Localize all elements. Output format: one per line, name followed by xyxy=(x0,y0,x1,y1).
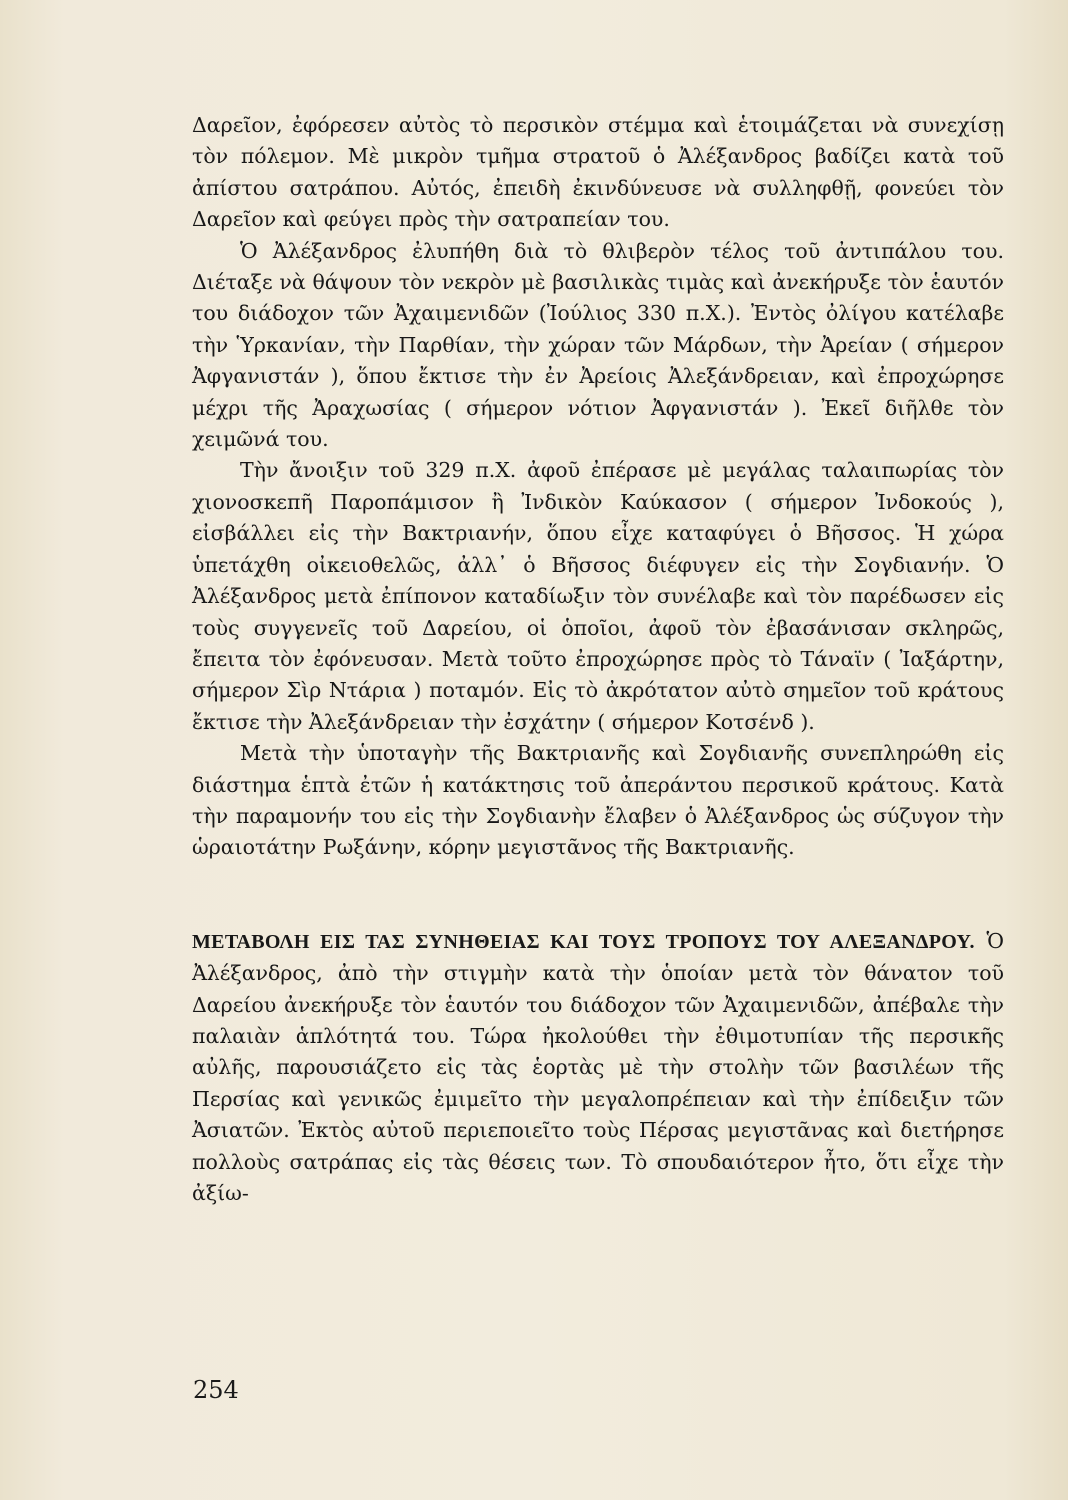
paragraph-2: Ὁ Ἀλέξανδρος ἐλυπήθη διὰ τὸ θλιβερὸν τέλος τοῦ ἀντιπάλου του. Διέταξε νὰ θάψουν τὸν νεκρὸν μὲ βασιλικὰς τιμὰς καὶ ἀνεκήρυξε τὸν ἑαυτόν του διάδοχον τῶν Ἀχαιμενιδῶν (Ἰούλιος 330 π.Χ.). Ἐντὸς ὀλίγου κατέλαβε τὴν Ὑρκανίαν, τὴν Παρθίαν, τὴν χώραν τῶν Μάρδων, τὴν Ἀρείαν ( σήμερον Ἀφγανιστάν ), ὅπου ἔκτισε τὴν ἐν Ἀρείοις Ἀλεξάνδρειαν, καὶ ἐπροχώρησε μέχρι τῆς Ἀραχωσίας ( σήμερον νότιον Ἀφγανιστάν ). Ἐκεῖ διῆλθε τὸν χειμῶνά του. xyxy=(192,238,1004,452)
section-body: Ὁ Ἀλέξανδρος, ἀπὸ τὴν στιγμὴν κατὰ τὴν ὁποίαν μετὰ τὸν θάνατον τοῦ Δαρείου ἀνεκήρυξε τὸν ἑαυτόν του διάδοχον τῶν Ἀχαιμενιδῶν, ἀπέβαλε τὴν παλαιὰν ἁπλότητά του. Τώρα ἠκολούθει τὴν ἐθιμοτυπίαν τῆς περσικῆς αὐλῆς, παρουσιάζετο εἰς τὰς ἑορτὰς μὲ τὴν στολὴν τῶν βασιλέων τῆς Περσίας καὶ γενικῶς ἐμιμεῖτο τὴν μεγαλοπρέπειαν καὶ τὴν ἐπίδειξιν τῶν Ἀσιατῶν. Ἐκτὸς αὐτοῦ περιεποιεῖτο τοὺς Πέρσας μεγιστᾶνας καὶ διετήρησε πολλοὺς σατράπας εἰς τὰς θέσεις των. Τὸ σπουδαιότερον ἦτο, ὅτι εἶχε τὴν ἀξίω- xyxy=(192,928,1004,1205)
section-title: ΜΕΤΑΒΟΛΗ ΕΙΣ ΤΑΣ ΣΥΝΗΘΕΙΑΣ ΚΑΙ ΤΟΥΣ ΤΡΟΠΟΥΣ ΤΟΥ ΑΛΕΞΑΝΔΡΟΥ. xyxy=(192,930,975,953)
page-number: 254 xyxy=(193,1376,239,1404)
section-paragraph xyxy=(192,926,1004,1210)
section-block xyxy=(192,926,1004,1210)
body-text xyxy=(192,110,1004,1209)
paragraph-1: Δαρεῖον, ἐφόρεσεν αὐτὸς τὸ περσικὸν στέμμα καὶ ἑτοιμάζεται νὰ συνεχίσῃ τὸν πόλεμον. Μὲ μικρὸν τμῆμα στρατοῦ ὁ Ἀλέξανδρος βαδίζει κατὰ τοῦ ἀπίστου σατράπου. Αὐτός, ἐπειδὴ ἐκινδύνευσε νὰ συλληφθῇ, φονεύει τὸν Δαρεῖον καὶ φεύγει πρὸς τὴν σατραπείαν του. xyxy=(192,113,1004,232)
paragraph-4: Μετὰ τὴν ὑποταγὴν τῆς Βακτριανῆς καὶ Σογδιανῆς συνεπληρώθη εἰς διάστημα ἑπτὰ ἐτῶν ἡ κατάκτησις τοῦ ἀπεράντου περσικοῦ κράτους. Κατὰ τὴν παραμονήν του εἰς τὴν Σογδιανὴν ἔλαβεν ὁ Ἀλέξανδρος ὡς σύζυγον τὴν ὡραιοτάτην Ρωξάνην, κόρην μεγιστᾶνος τῆς Βακτριανῆς. xyxy=(192,741,1004,860)
paragraph-3: Τὴν ἄνοιξιν τοῦ 329 π.Χ. ἀφοῦ ἐπέρασε μὲ μεγάλας ταλαιπωρίας τὸν χιονοσκεπῆ Παροπάμισον ἢ Ἰνδικὸν Καύκασον ( σήμερον Ἰνδοκούς ), εἰσβάλλει εἰς τὴν Βακτριανήν, ὅπου εἶχε καταφύγει ὁ Βῆσσος. Ἡ χώρα ὑπετάχθη οἰκειοθελῶς, ἀλλ᾽ ὁ Βῆσσος διέφυγεν εἰς τὴν Σογδιανήν. Ὁ Ἀλέξανδρος μετὰ ἐπίπονον καταδίωξιν τὸν συνέλαβε καὶ τὸν παρέδωσεν εἰς τοὺς συγγενεῖς τοῦ Δαρείου, οἱ ὁποῖοι, ἀφοῦ τὸν ἐβασάνισαν σκληρῶς, ἔπειτα τὸν ἐφόνευσαν. Μετὰ τοῦτο ἐπροχώρησε πρὸς τὸ Τάναϊν ( Ἰαξάρτην, σήμερον Σὶρ Ντάρια ) ποταμόν. Εἰς τὸ ἀκρότατον αὐτὸ σημεῖον τοῦ κράτους ἔκτισε τὴν Ἀλεξάνδρειαν τὴν ἐσχάτην ( σήμερον Κοτσένδ ). xyxy=(192,458,1004,734)
